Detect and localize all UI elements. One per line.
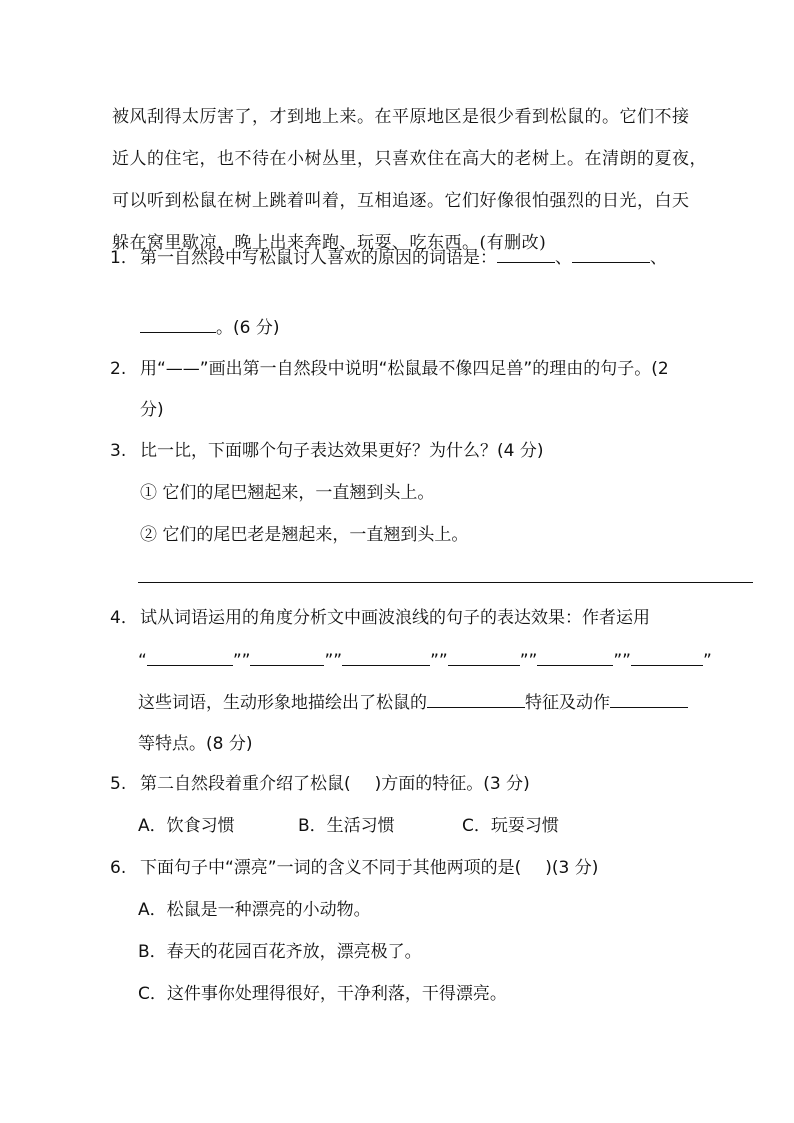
question-score: 。(6 分) <box>216 318 280 338</box>
question-2-continued <box>110 397 750 423</box>
question-number: 6. <box>110 858 127 878</box>
question-score: 分) <box>140 400 164 420</box>
question-text: 用“——”画出第一自然段中说明“松鼠最不像四足兽”的理由的句子。(2 <box>140 359 669 379</box>
question-text: 特征及动作 <box>525 693 610 713</box>
answer-blank[interactable] <box>537 647 613 666</box>
question-number: 3. <box>110 441 127 461</box>
option-a[interactable] <box>138 897 778 923</box>
quote-mark: ”” <box>232 651 251 671</box>
answer-line[interactable] <box>138 582 753 583</box>
question-text: 这些词语，生动形象地描绘出了松鼠的 <box>138 693 427 713</box>
sentence-option-1 <box>110 480 750 506</box>
answer-blank[interactable] <box>497 244 555 263</box>
question-6 <box>110 855 750 881</box>
answer-blank[interactable] <box>572 244 650 263</box>
answer-blank[interactable] <box>631 647 703 666</box>
separator: 、 <box>555 248 572 268</box>
question-2 <box>110 356 750 382</box>
question-number: 4． <box>110 608 138 628</box>
sentence-text: ② 它们的尾巴老是翘起来，一直翘到头上。 <box>140 525 469 545</box>
passage-line: 被风刮得太厉害了，才到地上来。在平原地区是很少看到松鼠的。它们不接 <box>112 107 690 127</box>
question-text: )(3 分) <box>545 858 599 878</box>
quote-mark: ”” <box>430 651 448 671</box>
question-1-continued <box>110 314 750 341</box>
question-text: 第一自然段中写松鼠讨人喜欢的原因的词语是： <box>140 248 497 268</box>
question-text: 第二自然段着重介绍了松鼠( <box>140 774 351 794</box>
option-text: B．春天的花园百花齐放，漂亮极了。 <box>138 942 422 962</box>
sentence-option-2 <box>110 522 750 548</box>
answer-blank[interactable] <box>250 647 324 666</box>
question-4-blanks <box>138 647 778 674</box>
option-b[interactable] <box>138 939 778 965</box>
question-5 <box>110 771 750 797</box>
option-text: A．松鼠是一种漂亮的小动物。 <box>138 900 371 920</box>
question-3 <box>110 438 750 464</box>
question-number: 1． <box>110 248 138 268</box>
question-1 <box>110 244 750 271</box>
answer-blank[interactable] <box>427 689 525 708</box>
question-text: )方面的特征。(3 分) <box>374 774 530 794</box>
question-number: 2. <box>110 359 127 379</box>
question-4 <box>110 605 750 631</box>
option-c[interactable] <box>138 981 778 1007</box>
question-4-line4 <box>138 731 778 757</box>
quote-mark: ”” <box>519 651 538 671</box>
question-text: 下面句子中“漂亮”一词的含义不同于其他两项的是( <box>140 858 522 878</box>
quote-mark: ”” <box>324 651 343 671</box>
question-text: 试从词语运用的角度分析文中画波浪线的句子的表达效果：作者运用 <box>140 608 650 628</box>
question-score: 等特点。(8 分) <box>138 734 253 754</box>
passage-line: 可以听到松鼠在树上跳着叫着，互相追逐。它们好像很怕强烈的日光，白天 <box>112 191 690 211</box>
quote-mark: “ <box>138 651 147 671</box>
sentence-text: ① 它们的尾巴翘起来，一直翘到头上。 <box>140 483 435 503</box>
question-5-options <box>138 813 778 839</box>
option-c[interactable]: C．玩耍习惯 <box>462 816 559 836</box>
question-number: 5. <box>110 774 127 794</box>
answer-blank[interactable] <box>342 647 430 666</box>
option-b[interactable]: B．生活习惯 <box>298 816 395 836</box>
answer-blank[interactable] <box>610 689 688 708</box>
option-text: C．这件事你处理得很好，干净利落，干得漂亮。 <box>138 984 507 1004</box>
quote-mark: ”” <box>613 651 631 671</box>
option-a[interactable]: A．饮食习惯 <box>138 816 235 836</box>
answer-blank[interactable] <box>140 314 216 333</box>
question-text: 比一比，下面哪个句子表达效果更好？为什么？(4 分) <box>140 441 544 461</box>
answer-blank[interactable] <box>147 647 233 666</box>
passage-line: 近人的住宅，也不待在小树丛里，只喜欢住在高大的老树上。在清朗的夏夜， <box>112 149 707 169</box>
question-4-line3 <box>138 689 778 716</box>
quote-mark: ” <box>702 651 712 671</box>
passage-line: 躲在窝里歇凉，晚上出来奔跑、玩耍、吃东西。(有删改) <box>112 233 547 253</box>
separator: 、 <box>650 248 667 268</box>
answer-blank[interactable] <box>448 647 520 666</box>
